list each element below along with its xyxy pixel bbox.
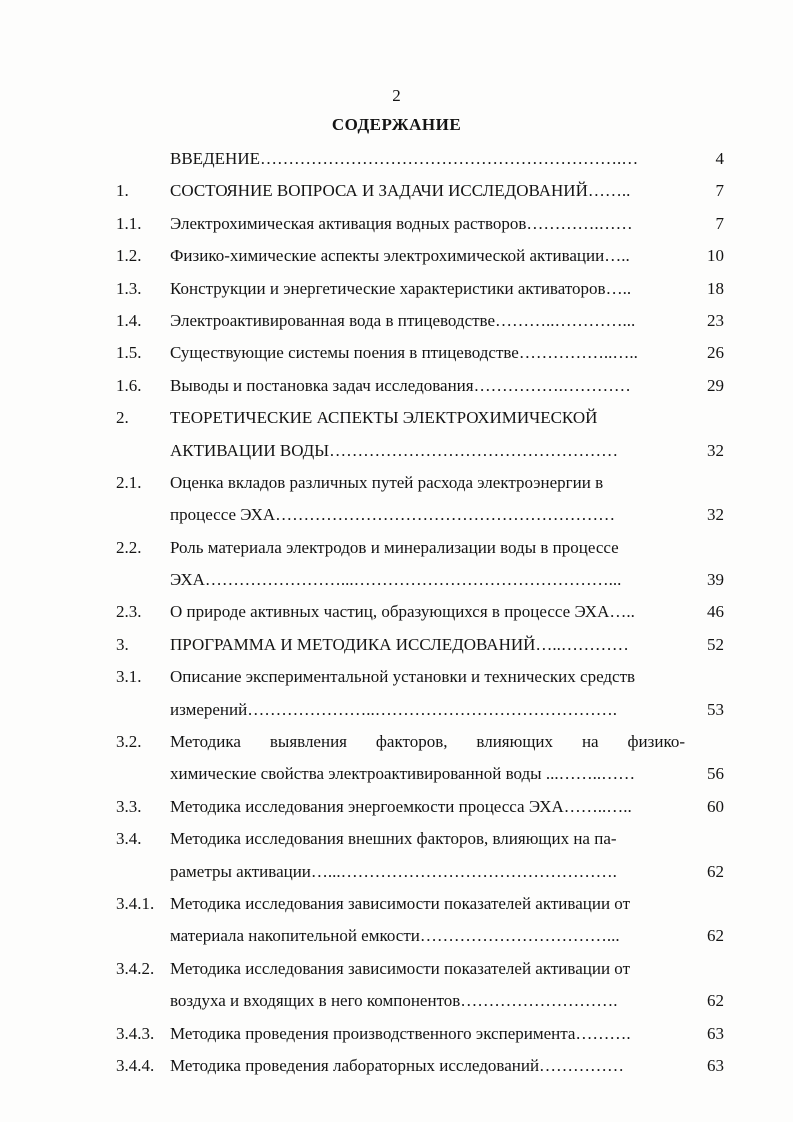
toc-entry bbox=[0, 176, 793, 208]
toc-entry-title: Методика проведения лабораторных исследований…………… bbox=[170, 1055, 625, 1075]
toc-entry-title: Методика исследования зависимости показателей активации от bbox=[170, 958, 631, 978]
toc-entry-page: 62 bbox=[707, 991, 724, 1011]
toc-entry-title: АКТИВАЦИИ ВОДЫ…………………………………………… bbox=[170, 440, 619, 460]
toc-entry-page: 10 bbox=[707, 246, 724, 266]
toc-entry-number: 1.1. bbox=[116, 213, 142, 233]
toc-entry-title: ТЕОРЕТИЧЕСКИЕ АСПЕКТЫ ЭЛЕКТРОХИМИЧЕСКОЙ bbox=[170, 408, 598, 428]
toc-entry bbox=[0, 857, 793, 889]
toc-entry bbox=[0, 338, 793, 370]
toc-entry-number: 2. bbox=[116, 408, 129, 428]
toc-entry-title: процессе ЭХА…………………………………………………… bbox=[170, 505, 616, 525]
page-title: СОДЕРЖАНИЕ bbox=[331, 115, 462, 134]
toc-entry bbox=[0, 468, 793, 500]
toc-entry-page: 32 bbox=[707, 440, 724, 460]
toc-entry-page: 4 bbox=[715, 149, 724, 168]
toc-entry bbox=[0, 500, 793, 532]
toc-entry-number: 2.1. bbox=[116, 472, 142, 492]
toc-entry-number: 2.2. bbox=[116, 537, 142, 557]
toc-entry-page: 39 bbox=[707, 570, 724, 590]
toc-entry-page: 60 bbox=[707, 796, 724, 816]
toc-entry-number: 3.2. bbox=[116, 732, 142, 752]
toc-entry-title: Методика исследования внешних факторов, влияющих на па- bbox=[170, 829, 617, 849]
toc-entry-title: Описание экспериментальной установки и технических средств bbox=[170, 667, 636, 687]
toc-entry-title: ВВЕДЕНИЕ……………………………………………………….… bbox=[170, 149, 639, 168]
toc-entry-title: Конструкции и энергетические характеристики активаторов….. bbox=[170, 278, 632, 298]
toc-entry bbox=[0, 921, 793, 953]
toc-entry-page: 56 bbox=[707, 764, 724, 784]
toc-entry-title: Электрохимическая активация водных растворов………….…… bbox=[170, 213, 633, 233]
toc-entry bbox=[0, 565, 793, 597]
toc-entry bbox=[0, 824, 793, 856]
toc-entry-page: 7 bbox=[715, 181, 724, 201]
toc-entry-title: Методика исследования энергоемкости процесса ЭХА……..….. bbox=[170, 796, 632, 816]
toc-entry-title: химические свойства электроактивированной воды ...……..…… bbox=[170, 764, 636, 784]
toc-entry-title: Методика исследования зависимости показателей активации от bbox=[170, 893, 631, 913]
toc-entry bbox=[0, 727, 793, 759]
toc-entry-number: 3. bbox=[116, 634, 129, 654]
toc-entry-page: 7 bbox=[715, 213, 724, 233]
toc-entry-title: О природе активных частиц, образующихся в процессе ЭХА….. bbox=[170, 602, 635, 622]
toc-entry bbox=[0, 662, 793, 694]
toc-entry bbox=[0, 1051, 793, 1083]
toc-entry-page: 52 bbox=[707, 634, 724, 654]
toc-entry bbox=[0, 954, 793, 986]
toc-entry-number: 1.2. bbox=[116, 246, 142, 266]
toc-entry bbox=[0, 533, 793, 565]
toc-entry-title: воздуха и входящих в него компонентов………………………. bbox=[170, 991, 618, 1011]
toc-entry-title: Оценка вкладов различных путей расхода электроэнергии в bbox=[170, 472, 604, 492]
toc-entry-number: 3.4.1. bbox=[116, 893, 155, 913]
toc-entry-number: 3.4.3. bbox=[116, 1023, 155, 1043]
toc-entry bbox=[0, 630, 793, 662]
toc-entry-title: Методика выявления факторов, влияющих на физико- bbox=[170, 732, 685, 752]
toc-entry-title: ПРОГРАММА И МЕТОДИКА ИССЛЕДОВАНИЙ…..………… bbox=[170, 634, 629, 654]
toc-entry-page: 26 bbox=[707, 343, 724, 363]
toc-entry-page: 18 bbox=[707, 278, 724, 298]
toc-entry-title: Существующие системы поения в птицеводстве……………..….. bbox=[170, 343, 638, 363]
toc-entry bbox=[0, 597, 793, 629]
toc-entry-title: раметры активации…...…………………………………………. bbox=[170, 861, 617, 881]
toc-entry bbox=[0, 241, 793, 273]
toc-entry-number: 3.3. bbox=[116, 796, 142, 816]
toc-entry-title: измерений…………………..……………………………………. bbox=[170, 699, 617, 719]
toc-entry-page: 29 bbox=[707, 375, 724, 395]
toc-entry-number: 3.4. bbox=[116, 829, 142, 849]
toc-entry bbox=[0, 889, 793, 921]
toc-entry-page: 62 bbox=[707, 926, 724, 946]
toc-entry-title: Электроактивированная вода в птицеводстве………..…………... bbox=[170, 310, 636, 330]
table-of-contents bbox=[0, 144, 793, 1083]
toc-entry-title: Выводы и постановка задач исследования…………….………… bbox=[170, 375, 631, 395]
toc-entry bbox=[0, 306, 793, 338]
toc-entry bbox=[0, 792, 793, 824]
toc-entry bbox=[0, 144, 793, 176]
toc-entry bbox=[0, 759, 793, 791]
toc-entry-page: 62 bbox=[707, 861, 724, 881]
toc-entry bbox=[0, 274, 793, 306]
toc-entry-page: 46 bbox=[707, 602, 724, 622]
toc-entry bbox=[0, 695, 793, 727]
toc-entry-page: 32 bbox=[707, 505, 724, 525]
toc-entry-number: 1.3. bbox=[116, 278, 142, 298]
toc-entry-number: 3.1. bbox=[116, 667, 142, 687]
toc-entry-page: 23 bbox=[707, 310, 724, 330]
toc-entry-title: ЭХА……………………...………………………………………... bbox=[170, 570, 622, 590]
toc-entry bbox=[0, 1019, 793, 1051]
toc-entry-title: материала накопительной емкости……………………………... bbox=[170, 926, 620, 946]
toc-entry-page: 63 bbox=[707, 1023, 724, 1043]
toc-entry-title: Методика проведения производственного эксперимента………. bbox=[170, 1023, 631, 1043]
toc-entry bbox=[0, 436, 793, 468]
toc-entry-title: Физико-химические аспекты электрохимической активации….. bbox=[170, 246, 630, 266]
toc-entry-title: Роль материала электродов и минерализации воды в процессе bbox=[170, 537, 619, 557]
toc-entry-number: 1.4. bbox=[116, 310, 142, 330]
toc-entry-page: 53 bbox=[707, 699, 724, 719]
toc-entry-number: 1.6. bbox=[116, 375, 142, 395]
page-number: 2 bbox=[392, 86, 401, 105]
toc-entry-number: 3.4.2. bbox=[116, 958, 155, 978]
toc-entry-number: 3.4.4. bbox=[116, 1055, 155, 1075]
toc-entry bbox=[0, 403, 793, 435]
toc-entry-title: СОСТОЯНИЕ ВОПРОСА И ЗАДАЧИ ИССЛЕДОВАНИЙ…….. bbox=[170, 181, 631, 201]
toc-entry-number: 1. bbox=[116, 181, 129, 201]
toc-entry-number: 2.3. bbox=[116, 602, 142, 622]
toc-entry bbox=[0, 986, 793, 1018]
toc-entry-page: 63 bbox=[707, 1055, 724, 1075]
toc-entry-number: 1.5. bbox=[116, 343, 142, 363]
toc-entry bbox=[0, 209, 793, 241]
toc-entry bbox=[0, 371, 793, 403]
